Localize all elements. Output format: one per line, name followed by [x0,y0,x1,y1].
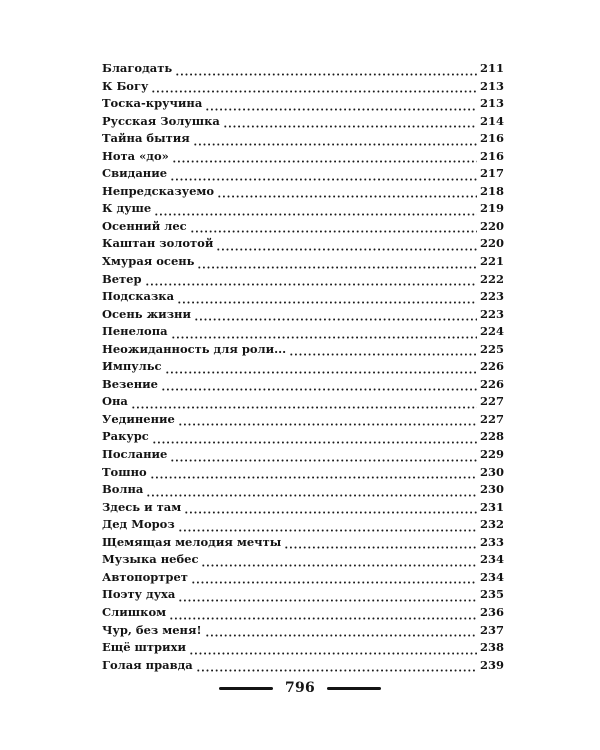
dot-leader [178,588,477,602]
toc-entry [102,622,504,640]
page-number: 796 [284,680,316,696]
toc-entry [102,288,504,306]
toc-entry-page-number: 237 [479,622,504,637]
toc-entry-title: Подсказка [102,289,175,304]
dot-leader [150,465,477,479]
toc-entry [102,358,504,376]
toc-entry-title: Везение [102,376,158,391]
toc-entry-title: Благодать [102,61,173,75]
toc-entry-title: Импульс [102,359,162,374]
toc-entry-title: Чур, без меня! [102,622,202,637]
toc-entry-page-number: 226 [479,359,504,374]
table-of-contents [102,60,504,674]
toc-entry [102,639,504,657]
toc-entry [102,393,504,411]
toc-entry-title: Нота «до» [102,148,169,163]
toc-entry-title: К душе [102,201,152,216]
dot-leader [205,623,477,637]
toc-entry [102,130,504,148]
dot-leader [178,518,477,532]
toc-entry-title: Ещё штрихи [102,640,186,655]
toc-entry-page-number: 221 [479,254,504,269]
toc-entry [102,446,504,464]
toc-entry-page-number: 211 [479,61,504,75]
toc-entry-page-number: 218 [479,183,504,198]
toc-entry-page-number: 227 [479,411,504,426]
toc-entry-page-number: 214 [479,113,504,128]
toc-entry-title: Осенний лес [102,218,187,233]
toc-entry-title: Щемящая мелодия мечты [102,534,282,549]
dot-leader [152,430,477,444]
page-footer [0,680,600,696]
toc-entry [102,428,504,446]
toc-entry-page-number: 236 [479,604,504,619]
toc-entry [102,411,504,429]
toc-entry-page-number: 229 [479,447,504,462]
dot-leader [197,255,477,269]
dot-leader [205,97,477,111]
dot-leader [145,272,477,286]
dot-leader [284,535,477,549]
dot-leader [170,167,477,181]
dot-leader [154,202,477,216]
toc-entry-title: Ракурс [102,429,149,444]
toc-entry-page-number: 234 [479,552,504,567]
dot-leader [194,307,477,321]
toc-entry-title: Автопортрет [102,569,188,584]
toc-entry [102,306,504,324]
toc-entry-title: Русская Золушка [102,113,220,128]
toc-entry-title: Слишком [102,604,167,619]
toc-entry [102,341,504,359]
dot-leader [151,79,477,93]
toc-entry-title: Непредсказуемо [102,183,215,198]
toc-entry [102,499,504,517]
toc-entry-page-number: 228 [479,429,504,444]
toc-entry-page-number: 234 [479,569,504,584]
dot-leader [131,395,477,409]
toc-entry [102,165,504,183]
toc-entry-title: Голая правда [102,657,193,672]
toc-entry-title: Хмурая осень [102,254,195,269]
toc-entry [102,200,504,218]
toc-entry-title: Послание [102,447,168,462]
dot-leader [223,114,477,128]
toc-entry-title: Ветер [102,271,142,286]
dot-leader [196,658,477,672]
toc-entry-page-number: 238 [479,640,504,655]
toc-entry [102,253,504,271]
toc-entry-page-number: 231 [479,499,504,514]
toc-entry [102,95,504,113]
dot-leader [289,342,477,356]
toc-entry [102,113,504,131]
dot-leader [217,184,477,198]
toc-entry [102,657,504,675]
dot-leader [178,412,477,426]
toc-entry [102,235,504,253]
toc-entry-page-number: 226 [479,376,504,391]
toc-entry [102,183,504,201]
toc-entry [102,60,504,78]
dot-leader [191,570,477,584]
toc-entry-page-number: 220 [479,236,504,251]
toc-entry-title: Поэту духа [102,587,176,602]
toc-entry-title: Волна [102,482,144,497]
dot-leader [190,219,477,233]
toc-entry-title: Тошно [102,464,147,479]
toc-entry-page-number: 222 [479,271,504,286]
toc-entry [102,78,504,96]
toc-entry-title: Свидание [102,166,168,181]
dot-leader [201,553,477,567]
dot-leader [170,448,477,462]
toc-entry-title: Пенелопа [102,324,168,339]
dot-leader [193,132,477,146]
toc-entry-page-number: 213 [479,78,504,93]
dot-leader [175,62,477,76]
toc-entry-title: Каштан золотой [102,236,214,251]
toc-entry [102,586,504,604]
dot-leader [189,641,477,655]
toc-entry-page-number: 216 [479,131,504,146]
dot-leader [172,149,477,163]
toc-entry-title: Тайна бытия [102,131,190,146]
toc-entry [102,481,504,499]
toc-entry-title: Неожиданность для роли... [102,341,287,356]
toc-entry [102,551,504,569]
toc-entry-title: Дед Мороз [102,517,175,532]
toc-entry-title: К Богу [102,78,149,93]
dot-leader [161,377,477,391]
toc-entry-page-number: 213 [479,96,504,111]
toc-entry-title: Здесь и там [102,499,182,514]
dot-leader [165,360,477,374]
toc-entry-page-number: 232 [479,517,504,532]
dot-leader [146,483,477,497]
toc-entry-title: Тоска-кручина [102,96,203,111]
toc-entry-page-number: 223 [479,306,504,321]
dot-leader [169,606,477,620]
toc-entry [102,218,504,236]
toc-entry-page-number: 219 [479,201,504,216]
toc-entry-title: Она [102,394,128,409]
toc-entry [102,534,504,552]
toc-entry [102,376,504,394]
toc-entry-title: Уединение [102,411,175,426]
toc-entry-page-number: 230 [479,482,504,497]
footer-right-rule [327,687,381,690]
toc-entry-page-number: 223 [479,289,504,304]
toc-entry [102,464,504,482]
toc-entry [102,604,504,622]
toc-entry [102,516,504,534]
toc-entry [102,148,504,166]
toc-entry-title: Осень жизни [102,306,191,321]
dot-leader [171,325,477,339]
toc-entry-page-number: 225 [479,341,504,356]
toc-entry-page-number: 216 [479,148,504,163]
toc-entry [102,569,504,587]
toc-entry [102,323,504,341]
dot-leader [177,290,477,304]
toc-entry-page-number: 233 [479,534,504,549]
toc-entry-page-number: 230 [479,464,504,479]
toc-entry-page-number: 235 [479,587,504,602]
toc-entry-page-number: 224 [479,324,504,339]
toc-entry-page-number: 239 [479,657,504,672]
dot-leader [184,500,477,514]
toc-entry [102,271,504,289]
footer-left-rule [219,687,273,690]
toc-entry-page-number: 217 [479,166,504,181]
toc-entry-page-number: 227 [479,394,504,409]
toc-entry-page-number: 220 [479,218,504,233]
dot-leader [216,237,477,251]
toc-entry-title: Музыка небес [102,552,199,567]
